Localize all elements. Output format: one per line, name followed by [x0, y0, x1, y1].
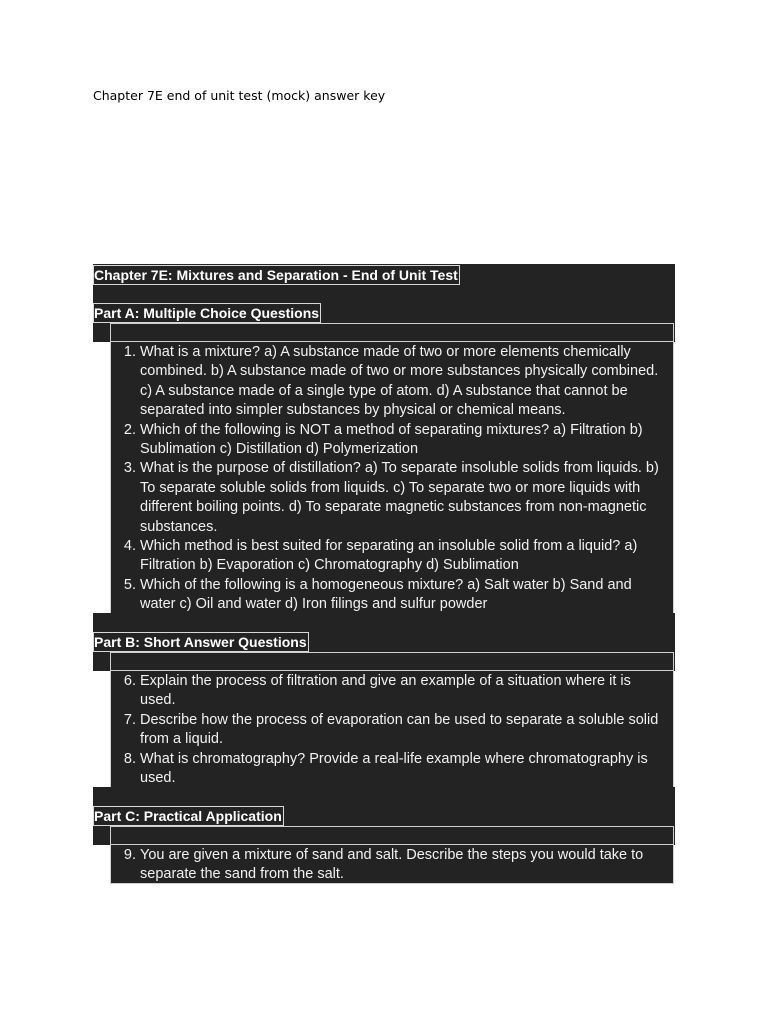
spacer-bar [110, 323, 674, 342]
question-item [111, 421, 673, 460]
question-item [111, 750, 673, 789]
question-number: 1. [123, 344, 136, 360]
question-number: 6. [123, 673, 136, 689]
question-number: 5. [123, 576, 136, 593]
question-text: What is chromatography? Provide a real-life example where chromatography is used. [140, 750, 648, 787]
question-text: Which of the following is a homogeneous mixture? a) Salt water b) Sand and water c) Oil and water d) Iron filings and sulfur powder [140, 576, 632, 613]
question-item [111, 846, 673, 885]
question-text: What is the purpose of distillation? a) To separate insoluble solids from liquids. b) To separate soluble solids from liquids. c) To separate two or more liquids with different boiling points. d) To separate magnetic substances from non-magnetic substances. [140, 460, 659, 535]
spacer-row [93, 613, 675, 632]
part-c-question-list [110, 844, 674, 884]
spacer-row [93, 285, 675, 303]
part-b-heading: Part B: Short Answer Questions [94, 634, 307, 650]
spacer-bar [110, 826, 674, 845]
question-text: Which method is best suited for separating an insoluble solid from a liquid? a) Filtration b) Evaporation c) Chromatography d) Sublimation [140, 538, 638, 574]
question-number: 8. [123, 750, 136, 767]
question-number: 7. [123, 711, 136, 728]
question-number: 3. [123, 460, 136, 477]
part-a-heading: Part A: Multiple Choice Questions [94, 305, 320, 321]
part-a-question-list [110, 341, 674, 614]
question-item [111, 672, 673, 711]
question-number: 2. [123, 421, 136, 438]
question-text: You are given a mixture of sand and salt. Describe the steps you would take to separate the sand from the salt. [140, 847, 644, 883]
question-text: What is a mixture? a) A substance made of two or more elements chemically combined. b) A substance made of two or more substances physically combined. c) A substance made of a single type of atom. d) A substance that cannot be separated into simpler substances by physical or chemical means. [140, 344, 659, 419]
question-item [111, 576, 673, 615]
question-text: Explain the process of filtration and give an example of a situation where it is used. [140, 673, 631, 709]
question-text: Describe how the process of evaporation can be used to separate a soluble solid from a liquid. [140, 711, 659, 748]
question-number: 4. [123, 538, 136, 555]
page-title: Chapter 7E end of unit test (mock) answer key [93, 88, 386, 103]
question-text: Which of the following is NOT a method of separating mixtures? a) Filtration b) Sublimation c) Distillation d) Polymerization [140, 421, 643, 458]
spacer-bar [110, 652, 674, 671]
main-heading: Chapter 7E: Mixtures and Separation - End of Unit Test [94, 267, 458, 283]
question-number: 9. [123, 847, 136, 863]
question-item [111, 343, 673, 421]
question-item [111, 459, 673, 537]
spacer-row [93, 787, 675, 806]
question-item [111, 537, 673, 576]
part-c-heading: Part C: Practical Application [94, 808, 282, 824]
question-item [111, 711, 673, 750]
part-b-question-list [110, 670, 674, 788]
